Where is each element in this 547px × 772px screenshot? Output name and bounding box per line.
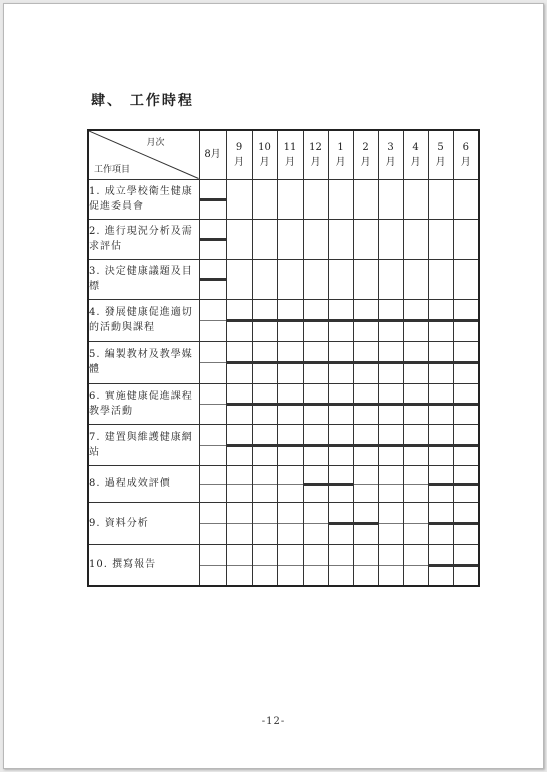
diagonal-header-cell: [88, 130, 199, 179]
schedule-bar: [278, 319, 303, 322]
document-page: [3, 3, 544, 769]
cell-divider: [404, 565, 428, 566]
schedule-cell: [453, 341, 479, 383]
cell-divider: [404, 484, 428, 485]
schedule-cell: [277, 424, 303, 465]
schedule-bar: [354, 361, 378, 364]
month-suffix: 月: [335, 156, 346, 168]
schedule-cell: [453, 465, 479, 502]
schedule-bar: [200, 238, 226, 241]
cell-divider: [304, 565, 328, 566]
schedule-bar: [304, 361, 328, 364]
schedule-cell: [303, 383, 328, 424]
task-label: 6. 實施健康促進課程教學活動: [88, 383, 199, 424]
cell-divider: [227, 565, 252, 566]
schedule-cell: [353, 502, 378, 544]
schedule-cell: [303, 502, 328, 544]
schedule-cell: [353, 219, 378, 259]
schedule-cell: [199, 502, 226, 544]
schedule-bar: [227, 403, 252, 406]
cell-divider: [278, 484, 303, 485]
schedule-cell: [303, 259, 328, 299]
month-number: 3: [387, 141, 394, 153]
schedule-bar: [454, 319, 479, 322]
schedule-cell: [277, 299, 303, 341]
schedule-row: [88, 502, 479, 544]
schedule-cell: [353, 544, 378, 586]
task-label: 5. 編製教材及教學媒體: [88, 341, 199, 383]
cell-divider: [354, 484, 378, 485]
month-header-4: [303, 130, 328, 179]
schedule-cell: [199, 341, 226, 383]
cell-divider: [253, 565, 277, 566]
schedule-cell: [252, 383, 277, 424]
schedule-cell: [453, 299, 479, 341]
schedule-bar: [304, 444, 328, 447]
schedule-cell: [199, 383, 226, 424]
month-suffix: 月: [285, 156, 295, 168]
cell-divider: [200, 484, 226, 485]
schedule-row: [88, 544, 479, 586]
schedule-bar: [278, 361, 303, 364]
schedule-cell: [453, 179, 479, 219]
page-number: -12-: [261, 716, 286, 727]
schedule-cell: [328, 299, 353, 341]
month-header-5: [328, 130, 353, 179]
month-number: 11: [283, 141, 297, 153]
schedule-bar: [454, 483, 479, 486]
schedule-bar: [379, 403, 403, 406]
schedule-row: [88, 179, 479, 219]
schedule-cell: [252, 259, 277, 299]
schedule-bar: [379, 444, 403, 447]
task-label: 8. 過程成效評價: [88, 465, 199, 502]
schedule-cell: [199, 219, 226, 259]
task-label: 7. 建置與維護健康網站: [88, 424, 199, 465]
schedule-bar: [278, 444, 303, 447]
task-label: 3. 決定健康議題及目標: [88, 259, 199, 299]
schedule-row: [88, 465, 479, 502]
month-header-1: [226, 130, 252, 179]
schedule-cell: [353, 465, 378, 502]
schedule-bar: [253, 361, 277, 364]
schedule-bar: [329, 522, 353, 525]
cell-divider: [304, 523, 328, 524]
schedule-bar: [200, 198, 226, 201]
month-number: 6: [462, 141, 469, 153]
cell-divider: [200, 445, 226, 446]
month-header-10: [453, 130, 479, 179]
schedule-cell: [303, 341, 328, 383]
schedule-cell: [277, 383, 303, 424]
schedule-row: [88, 259, 479, 299]
schedule-cell: [303, 179, 328, 219]
schedule-row: [88, 219, 479, 259]
month-header-3: [277, 130, 303, 179]
month-suffix: 月: [385, 156, 396, 168]
schedule-cell: [403, 259, 428, 299]
schedule-cell: [403, 179, 428, 219]
schedule-bar: [253, 403, 277, 406]
month-number: 4: [412, 141, 419, 153]
schedule-bar: [354, 522, 378, 525]
schedule-cell: [328, 259, 353, 299]
schedule-cell: [403, 341, 428, 383]
schedule-cell: [328, 383, 353, 424]
cell-divider: [329, 565, 353, 566]
schedule-cell: [403, 465, 428, 502]
schedule-cell: [428, 502, 453, 544]
month-header-9: [428, 130, 453, 179]
schedule-cell: [403, 299, 428, 341]
schedule-cell: [303, 299, 328, 341]
schedule-cell: [226, 383, 252, 424]
schedule-cell: [328, 502, 353, 544]
schedule-bar: [329, 444, 353, 447]
schedule-cell: [378, 179, 403, 219]
cell-divider: [278, 565, 303, 566]
schedule-bar: [429, 444, 453, 447]
schedule-bar: [404, 403, 428, 406]
schedule-cell: [252, 465, 277, 502]
schedule-cell: [277, 341, 303, 383]
schedule-cell: [303, 465, 328, 502]
schedule-cell: [428, 299, 453, 341]
schedule-cell: [428, 341, 453, 383]
schedule-cell: [353, 259, 378, 299]
schedule-row: [88, 341, 479, 383]
schedule-cell: [226, 502, 252, 544]
cell-divider: [200, 404, 226, 405]
month-header-8: [403, 130, 428, 179]
task-label: 4. 發展健康促進適切的活動與課程: [88, 299, 199, 341]
schedule-cell: [252, 179, 277, 219]
schedule-cell: [403, 219, 428, 259]
cell-divider: [404, 523, 428, 524]
schedule-bar: [379, 361, 403, 364]
schedule-cell: [226, 219, 252, 259]
month-number: 5: [437, 141, 444, 153]
cell-divider: [379, 484, 403, 485]
schedule-cell: [277, 502, 303, 544]
schedule-cell: [226, 179, 252, 219]
month-number: 12: [309, 141, 322, 153]
schedule-bar: [329, 319, 353, 322]
schedule-bar: [304, 483, 328, 486]
schedule-bar: [429, 319, 453, 322]
schedule-bar: [253, 444, 277, 447]
schedule-bar: [304, 403, 328, 406]
cell-divider: [227, 484, 252, 485]
month-suffix: 月: [310, 156, 321, 168]
header-row: [88, 130, 479, 179]
schedule-cell: [403, 502, 428, 544]
schedule-bar: [429, 483, 453, 486]
schedule-cell: [199, 299, 226, 341]
schedule-bar: [227, 319, 252, 322]
schedule-cell: [199, 259, 226, 299]
cell-divider: [253, 484, 277, 485]
schedule-cell: [353, 299, 378, 341]
schedule-cell: [277, 465, 303, 502]
schedule-cell: [403, 544, 428, 586]
schedule-cell: [378, 299, 403, 341]
schedule-cell: [378, 424, 403, 465]
month-suffix: 月: [410, 156, 421, 168]
schedule-bar: [354, 403, 378, 406]
month-number: 10: [258, 141, 271, 153]
cell-divider: [200, 565, 226, 566]
schedule-cell: [328, 341, 353, 383]
task-label: 1. 成立學校衛生健康促進委員會: [88, 179, 199, 219]
task-label: 2. 進行現況分析及需求評估: [88, 219, 199, 259]
schedule-cell: [252, 502, 277, 544]
month-suffix: 月: [460, 156, 471, 168]
month-suffix: 月: [259, 156, 270, 168]
task-label: 9. 資料分析: [88, 502, 199, 544]
month-number: 8月: [204, 149, 221, 161]
schedule-cell: [378, 219, 403, 259]
cell-divider: [379, 565, 403, 566]
schedule-cell: [378, 341, 403, 383]
cell-divider: [278, 523, 303, 524]
cell-divider: [253, 523, 277, 524]
month-header-0: [199, 130, 226, 179]
schedule-bar: [227, 361, 252, 364]
schedule-cell: [328, 219, 353, 259]
schedule-cell: [226, 299, 252, 341]
schedule-bar: [304, 319, 328, 322]
schedule-cell: [328, 179, 353, 219]
schedule-cell: [453, 219, 479, 259]
schedule-bar: [329, 403, 353, 406]
work-schedule-table: [87, 129, 480, 587]
schedule-cell: [453, 502, 479, 544]
schedule-bar: [454, 564, 479, 567]
schedule-cell: [252, 544, 277, 586]
schedule-cell: [453, 424, 479, 465]
schedule-bar: [200, 278, 226, 281]
schedule-bar: [454, 403, 479, 406]
schedule-bar: [329, 361, 353, 364]
schedule-cell: [378, 259, 403, 299]
section-heading: 肆、 工作時程: [91, 93, 194, 109]
schedule-cell: [378, 544, 403, 586]
schedule-bar: [227, 444, 252, 447]
schedule-cell: [428, 544, 453, 586]
schedule-cell: [328, 465, 353, 502]
schedule-bar: [454, 444, 479, 447]
schedule-bar: [253, 319, 277, 322]
schedule-bar: [454, 361, 479, 364]
schedule-row: [88, 424, 479, 465]
schedule-cell: [252, 341, 277, 383]
cell-divider: [200, 523, 226, 524]
schedule-cell: [378, 465, 403, 502]
schedule-row: [88, 383, 479, 424]
schedule-cell: [428, 259, 453, 299]
schedule-bar: [379, 319, 403, 322]
schedule-bar: [404, 361, 428, 364]
schedule-cell: [226, 465, 252, 502]
schedule-bar: [404, 319, 428, 322]
schedule-cell: [453, 259, 479, 299]
schedule-cell: [252, 219, 277, 259]
schedule-cell: [252, 299, 277, 341]
schedule-cell: [353, 341, 378, 383]
cell-divider: [354, 565, 378, 566]
schedule-cell: [303, 219, 328, 259]
schedule-cell: [199, 465, 226, 502]
schedule-cell: [277, 259, 303, 299]
schedule-bar: [404, 444, 428, 447]
schedule-cell: [303, 544, 328, 586]
month-header-2: [252, 130, 277, 179]
schedule-cell: [428, 383, 453, 424]
schedule-bar: [429, 361, 453, 364]
month-header-7: [378, 130, 403, 179]
schedule-cell: [353, 383, 378, 424]
month-suffix: 月: [234, 156, 244, 168]
month-number: 9: [235, 141, 243, 153]
cell-divider: [227, 523, 252, 524]
cell-divider: [379, 523, 403, 524]
schedule-cell: [378, 502, 403, 544]
month-suffix: 月: [435, 156, 446, 168]
schedule-cell: [428, 179, 453, 219]
schedule-cell: [353, 179, 378, 219]
schedule-cell: [303, 424, 328, 465]
item-header-label: 工作項目: [94, 164, 131, 175]
schedule-cell: [428, 424, 453, 465]
schedule-cell: [226, 259, 252, 299]
cell-divider: [200, 362, 226, 363]
schedule-cell: [453, 383, 479, 424]
schedule-cell: [353, 424, 378, 465]
schedule-cell: [428, 465, 453, 502]
schedule-bar: [354, 319, 378, 322]
schedule-bar: [429, 564, 453, 567]
cell-divider: [200, 320, 226, 321]
month-suffix: 月: [360, 156, 371, 168]
month-header-label: 月次: [146, 138, 165, 148]
schedule-cell: [277, 544, 303, 586]
schedule-bar: [354, 444, 378, 447]
schedule-row: [88, 299, 479, 341]
schedule-bar: [429, 522, 453, 525]
schedule-cell: [403, 424, 428, 465]
schedule-cell: [226, 341, 252, 383]
schedule-cell: [226, 424, 252, 465]
schedule-bar: [429, 403, 453, 406]
schedule-cell: [277, 219, 303, 259]
month-number: 1: [337, 141, 344, 153]
schedule-cell: [403, 383, 428, 424]
schedule-cell: [252, 424, 277, 465]
schedule-cell: [277, 179, 303, 219]
schedule-cell: [199, 179, 226, 219]
schedule-cell: [378, 383, 403, 424]
schedule-bar: [454, 522, 479, 525]
schedule-cell: [199, 544, 226, 586]
schedule-bar: [329, 483, 353, 486]
task-label: 10. 撰寫報告: [88, 544, 199, 586]
schedule-cell: [328, 424, 353, 465]
month-number: 2: [362, 141, 369, 153]
schedule-cell: [328, 544, 353, 586]
schedule-cell: [453, 544, 479, 586]
schedule-cell: [199, 424, 226, 465]
month-header-6: [353, 130, 378, 179]
schedule-cell: [428, 219, 453, 259]
schedule-bar: [278, 403, 303, 406]
schedule-cell: [226, 544, 252, 586]
